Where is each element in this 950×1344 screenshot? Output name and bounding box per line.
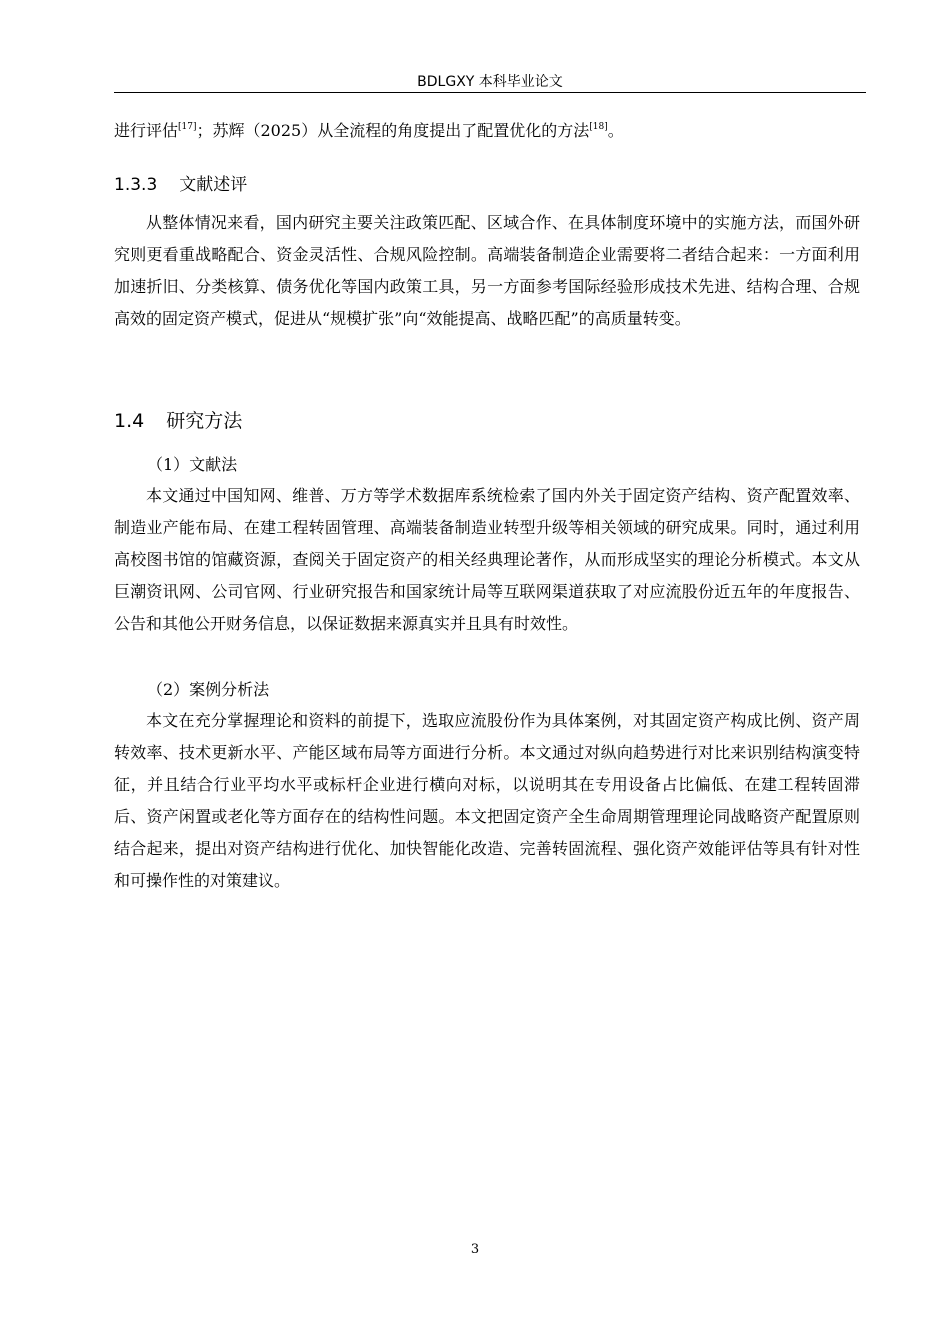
intro-text-1: 进行评估 — [114, 121, 179, 140]
method-2-label: （2）案例分析法 — [147, 680, 270, 699]
section-title: 研究方法 — [166, 410, 243, 432]
header-rule — [114, 92, 866, 93]
section-number: 1.3.3 — [114, 175, 158, 195]
intro-text-3: 。 — [607, 121, 624, 140]
intro-paragraph — [114, 115, 860, 147]
citation-17: [17] — [178, 122, 197, 132]
citation-18: [18] — [589, 122, 608, 132]
method-2-paragraph: 本文在充分掌握理论和资料的前提下，选取应流股份作为具体案例，对其固定资产构成比例、资产周转效率、技术更新水平、产能区域布局等方面进行分析。本文通过对纵向趋势进行对比来识别结构演变特征，并且结合行业平均水平或标杆企业进行横向对标，以说明其在专用设备占比偏低、在建工程转固滞后、资产闲置或老化等方面存在的结构性问题。本文把固定资产全生命周期管理理论同战略资产配置原则结合起来，提出对资产结构进行优化、加快智能化改造、完善转固流程、强化资产效能评估等具有针对性和可操作性的对策建议。 — [114, 711, 860, 890]
method-1-paragraph: 本文通过中国知网、维普、万方等学术数据库系统检索了国内外关于固定资产结构、资产配置效率、制造业产能布局、在建工程转固管理、高端装备制造业转型升级等相关领域的研究成果。同时，通过利用高校图书馆的馆藏资源，查阅关于固定资产的相关经典理论著作，从而形成坚实的理论分析模式。本文从巨潮资讯网、公司官网、行业研究报告和国家统计局等互联网渠道获取了对应流股份近五年的年度报告、公告和其他公开财务信息，以保证数据来源真实并且具有时效性。 — [114, 486, 860, 633]
section-title: 文献述评 — [179, 175, 248, 195]
page-header: BDLGXY 本科毕业论文 — [417, 74, 563, 90]
method-1-label: （1）文献法 — [147, 455, 238, 474]
intro-text-2: ；苏辉（2025）从全流程的角度提出了配置优化的方法 — [196, 121, 590, 140]
section-heading-1-3-3 — [114, 170, 247, 195]
literature-review-paragraph: 从整体情况来看，国内研究主要关注政策匹配、区域合作、在具体制度环境中的实施方法，而国外研究则更看重战略配合、资金灵活性、合规风险控制。高端装备制造企业需要将二者结合起来：一方面利用加速折旧、分类核算、债务优化等国内政策工具，另一方面参考国际经验形成技术先进、结构合理、合规高效的固定资产模式，促进从“规模扩张”向“效能提高、战略匹配”的高质量转变。 — [114, 213, 860, 328]
page-number: 3 — [470, 1242, 480, 1257]
section-number: 1.4 — [114, 410, 145, 432]
section-heading-1-4 — [114, 406, 242, 433]
